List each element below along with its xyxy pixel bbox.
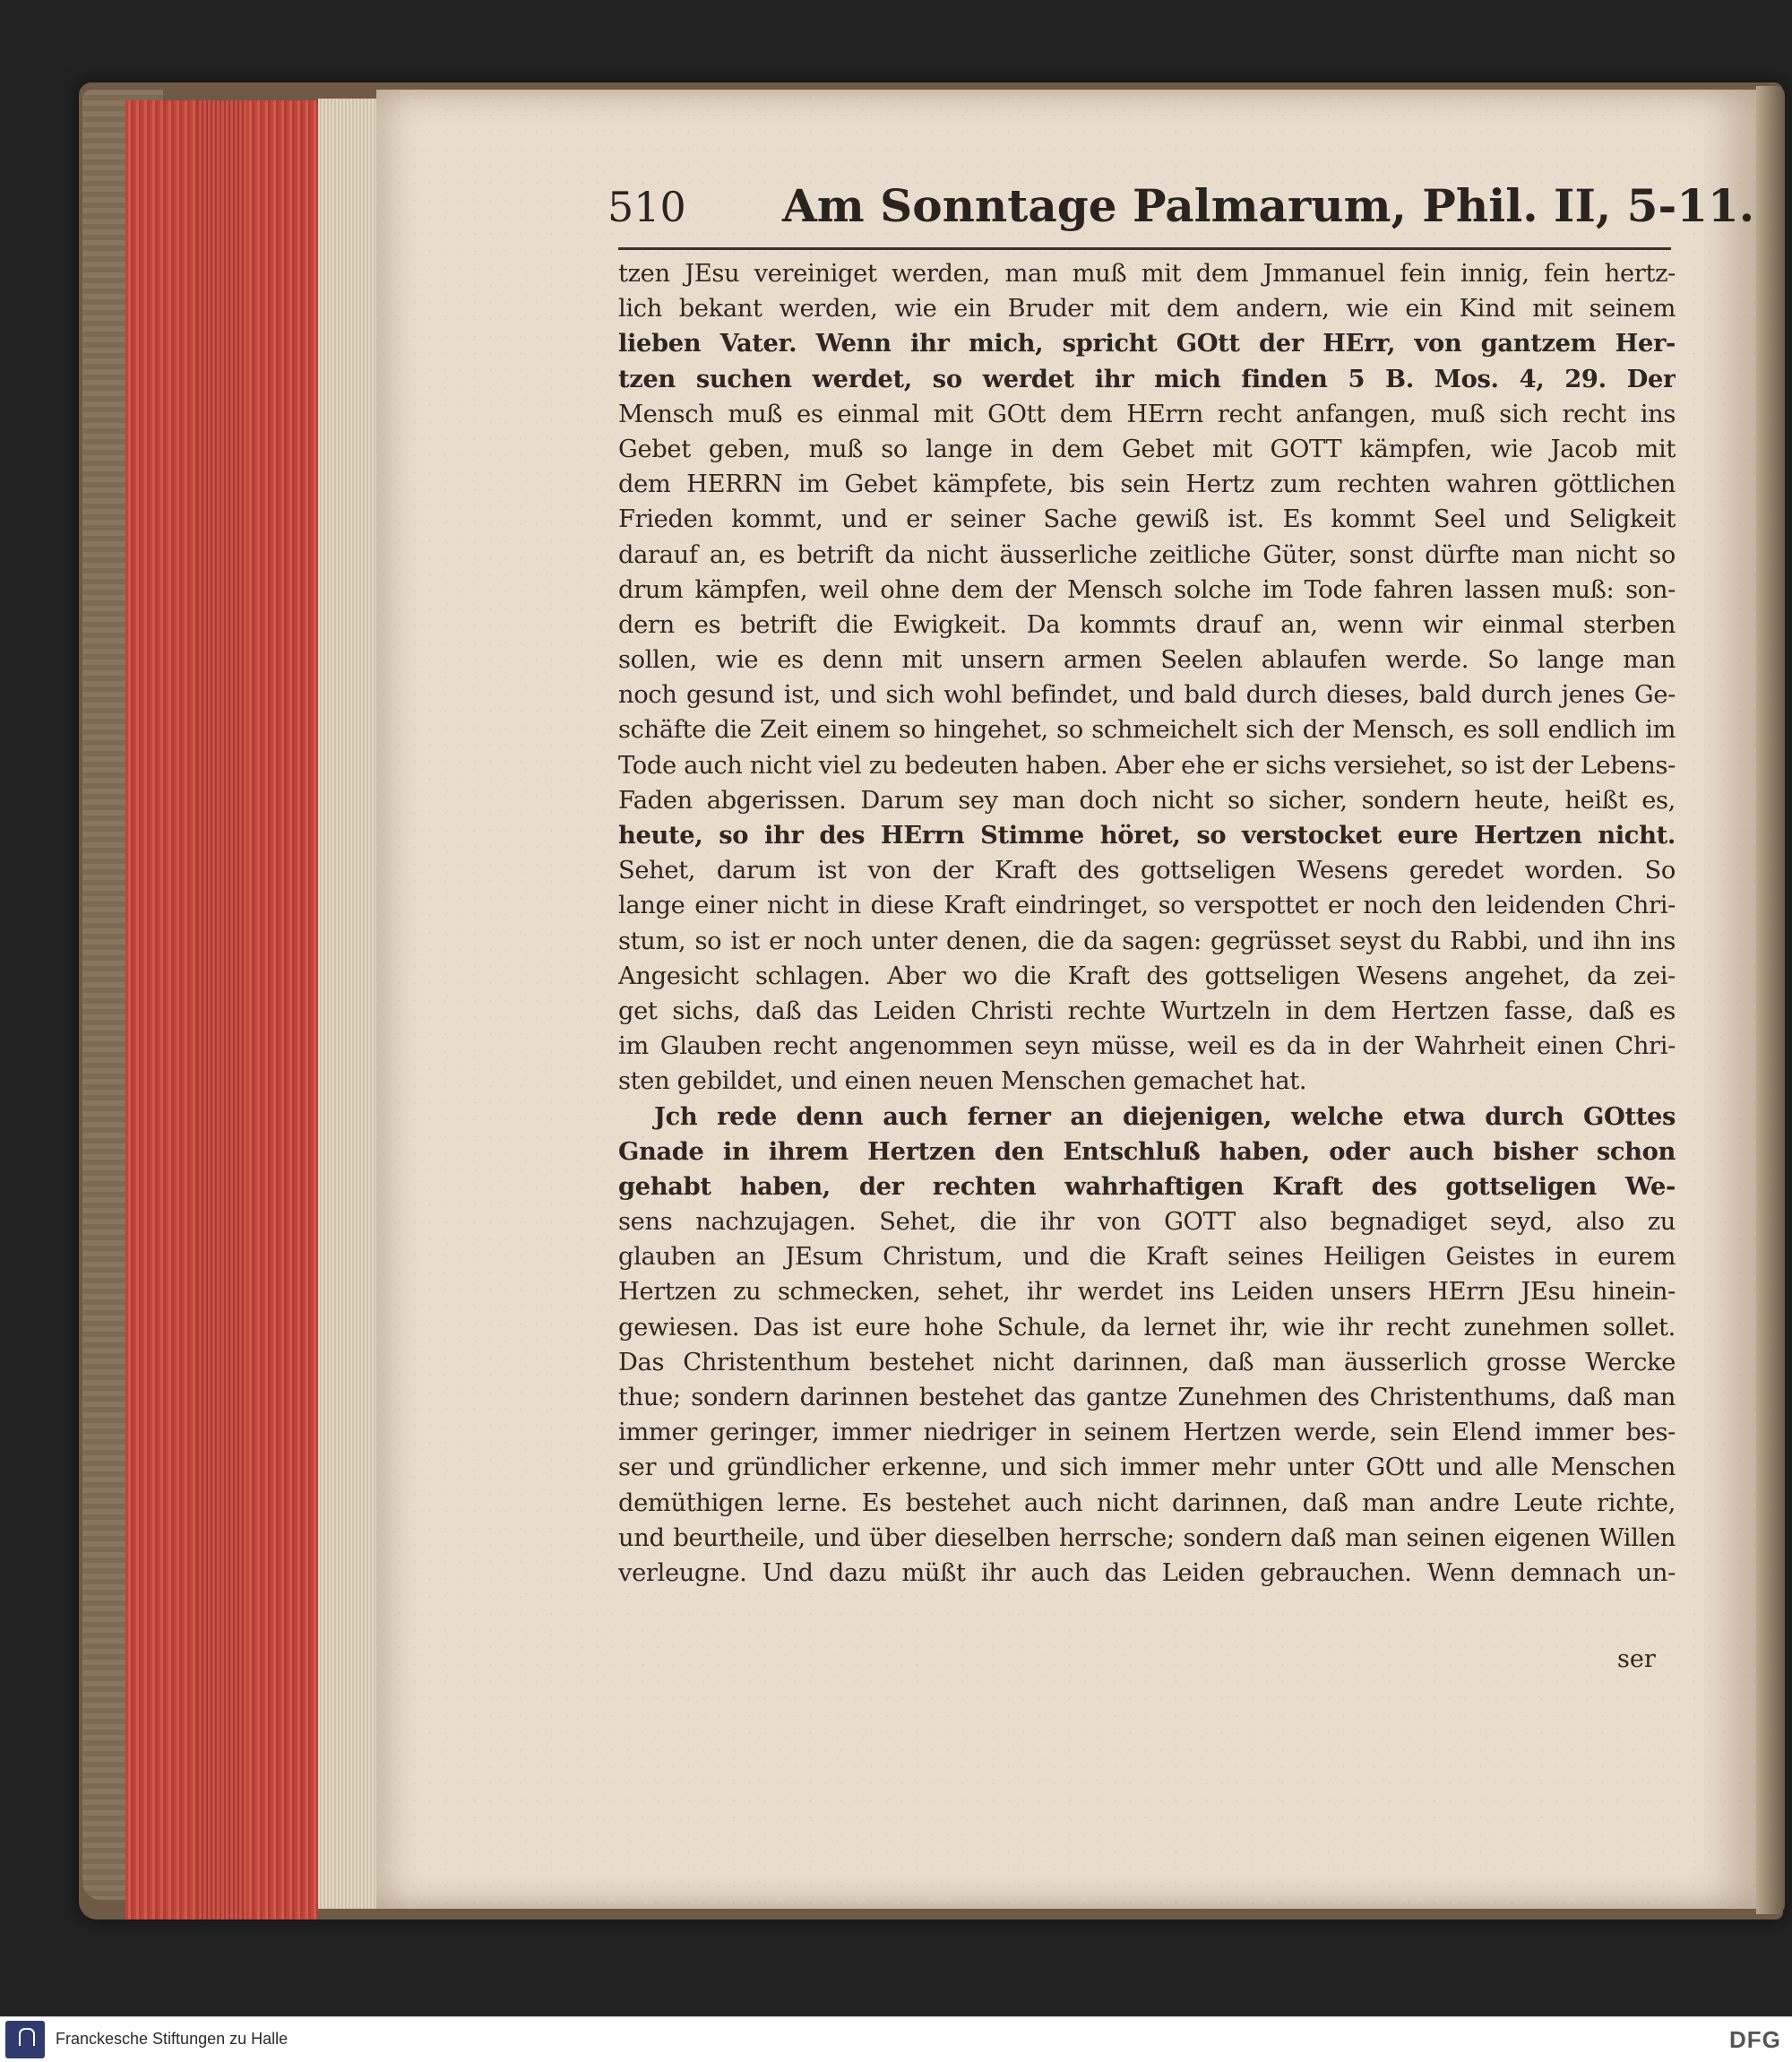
- text-line: heute, so ihr des HErrn Stimme höret, so verstocket eure Hertzen nicht.: [618, 821, 1676, 850]
- text-line: sten gebildet, und einen neuen Menschen gemachet hat.: [618, 1067, 1307, 1096]
- text-line: Angesicht schlagen. Aber wo die Kraft des gottseligen Wesens angehet, da zei-: [618, 962, 1676, 990]
- text-line: sens nachzujagen. Sehet, die ihr von GOTT also begnadiget seyd, also zu: [618, 1208, 1676, 1237]
- running-title: Am Sonntage Palmarum, Phil. II, 5-11.: [782, 179, 1755, 232]
- text-line: Faden abgerissen. Darum sey man doch nicht so sicher, sondern heute, heißt es,: [618, 786, 1676, 815]
- text-line: thue; sondern darinnen bestehet das gantze Zunehmen des Christenthums, daß man: [618, 1384, 1676, 1411]
- book-fore-edge: [1756, 86, 1785, 1914]
- body-text: [618, 256, 1676, 1591]
- text-line: ser und gründlicher erkenne, und sich immer mehr unter GOtt und alle Menschen: [618, 1454, 1676, 1482]
- text-line: gehabt haben, der rechten wahrhaftigen Kraft des gottseligen We-: [618, 1171, 1676, 1201]
- logo-arch-icon: [19, 2028, 35, 2046]
- text-line: tzen JEsu vereiniget werden, man muß mit dem Jmmanuel fein innig, fein hertz-: [618, 260, 1676, 288]
- text-line: Frieden kommt, und er seiner Sache gewiß ist. Es kommt Seel und Seligkeit: [618, 505, 1676, 534]
- text-line: Sehet, darum ist von der Kraft des gottseligen Wesens geredet worden. So: [618, 857, 1676, 885]
- text-line: glauben an JEsum Christum, und die Kraft seines Heiligen Geistes in eurem: [618, 1243, 1676, 1272]
- text-line: lieben Vater. Wenn ihr mich, spricht GOtt der HErr, von gantzem Her-: [618, 329, 1676, 358]
- page-edges: [318, 99, 381, 1909]
- text-line: noch gesund ist, und sich wohl befindet, und bald durch dieses, bald durch jenes Ge-: [618, 681, 1676, 710]
- text-line: Gnade in ihrem Hertzen den Entschluß haben, oder auch bisher schon: [618, 1136, 1676, 1166]
- text-line: und beurtheile, und über dieselben herrsche; sondern daß man seinen eigenen Willen: [618, 1523, 1676, 1552]
- text-line: sollen, wie es denn mit unsern armen Seelen ablaufen werde. So lange man: [618, 646, 1676, 675]
- text-line: verleugne. Und dazu müßt ihr auch das Leiden gebrauchen. Wenn demnach un-: [618, 1558, 1676, 1587]
- text-line: drum kämpfen, weil ohne dem der Mensch solche im Tode fahren lassen muß: son-: [618, 575, 1676, 604]
- dfg-logo[interactable]: DFG: [1729, 2026, 1781, 2053]
- text-line: dern es betrift die Ewigkeit. Da kommts drauf an, wenn wir einmal sterben: [618, 610, 1676, 639]
- text-line: dem HERRN im Gebet kämpfete, bis sein Hertz zum rechten wahren göttlichen: [618, 470, 1676, 499]
- text-line: Hertzen zu schmecken, sehet, ihr werdet ins Leiden unsers HErrn JEsu hinein-: [618, 1278, 1676, 1307]
- text-line: tzen suchen werdet, so werdet ihr mich finden 5 B. Mos. 4, 29. Der: [618, 364, 1676, 393]
- text-line: im Glauben recht angenommen seyn müsse, weil es da in der Wahrheit einen Chri-: [618, 1032, 1676, 1061]
- text-line: demüthigen lerne. Es bestehet auch nicht darinnen, daß man andre Leute richte,: [618, 1488, 1676, 1517]
- text-line: get sichs, daß das Leiden Christi rechte Wurtzeln in dem Hertzen fasse, daß es: [618, 996, 1676, 1025]
- text-line: Mensch muß es einmal mit GOtt dem HErrn recht anfangen, muß sich recht ins: [618, 400, 1676, 428]
- institution-name[interactable]: Franckesche Stiftungen zu Halle: [56, 2030, 289, 2048]
- text-line: darauf an, es betrift da nicht äusserliche zeitliche Güter, sonst dürfte man nicht so: [618, 540, 1676, 569]
- text-line: Gebet geben, muß so lange in dem Gebet mit GOTT kämpfen, wie Jacob mit: [618, 435, 1676, 463]
- text-line: Jch rede denn auch ferner an diejenigen, welche etwa durch GOttes: [654, 1101, 1676, 1131]
- text-line: lange einer nicht in diese Kraft eindringet, so verspottet er noch den leidenden Chri-: [618, 892, 1676, 920]
- catchword: ser: [1617, 1645, 1656, 1673]
- text-line: stum, so ist er noch unter denen, die da sagen: gegrüsset seyst du Rabbi, und ihn ins: [618, 927, 1676, 955]
- text-line: immer geringer, immer niedriger in seinem Hertzen werde, sein Elend immer bes-: [618, 1419, 1676, 1447]
- running-header: [607, 179, 1755, 242]
- text-line: lich bekant werden, wie ein Bruder mit dem andern, wie ein Kind mit seinem: [618, 295, 1676, 324]
- text-line: gewiesen. Das ist eure hohe Schule, da lernet ihr, wie ihr recht zunehmen sollet.: [618, 1313, 1676, 1342]
- text-line: schäfte die Zeit einem so hingehet, so schmeichelt sich der Mensch, es soll endlich im: [618, 716, 1676, 745]
- red-page-edges-inner: [197, 100, 246, 1920]
- page-number: 510: [607, 183, 686, 231]
- text-line: Tode auch nicht viel zu bedeuten haben. Aber ehe er sichs versiehet, so ist der Lebens-: [618, 751, 1676, 780]
- text-line: Das Christenthum bestehet nicht darinnen, daß man äusserlich grosse Wercke: [618, 1348, 1676, 1376]
- footer-bar: [0, 2016, 1792, 2062]
- institution-logo-icon[interactable]: [5, 2021, 45, 2058]
- header-rule: [618, 247, 1671, 250]
